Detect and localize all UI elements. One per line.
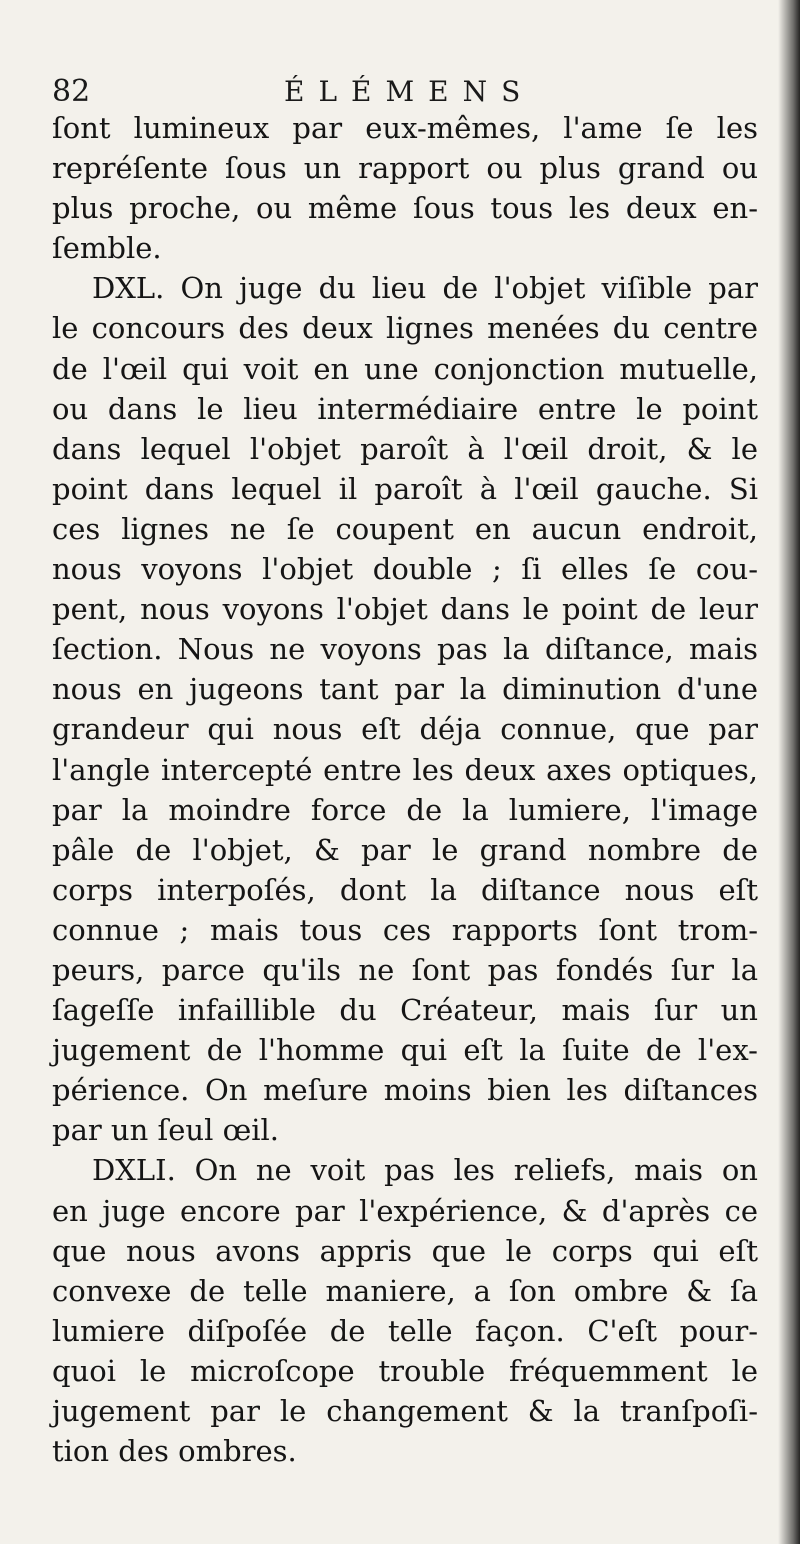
- text-line: nous en jugeons tant par la diminution d'une: [52, 672, 758, 707]
- text-line: pent, nous voyons l'objet dans le point de leur: [52, 592, 758, 627]
- text-line: corps interpoſés, dont la diſtance nous eſt: [52, 872, 758, 907]
- paragraph-start-dxli: DXLI. On ne voit pas les reliefs, mais on: [92, 1153, 758, 1188]
- text-line: l'angle intercepté entre les deux axes optiques,: [52, 752, 758, 787]
- text-line: par un ſeul œil.: [52, 1113, 280, 1148]
- text-line: peurs, parce qu'ils ne ſont pas fondés ſur la: [52, 952, 758, 987]
- text-line: dans lequel l'objet paroît à l'œil droit, & le: [52, 431, 758, 466]
- text-line: en juge encore par l'expérience, & d'après ce: [52, 1193, 758, 1228]
- page-number: 82: [52, 74, 91, 109]
- paragraph-start-dxl: DXL. On juge du lieu de l'objet viſible par: [92, 271, 758, 306]
- text-line: nous voyons l'objet double ; ſi elles ſe cou-: [52, 552, 758, 587]
- text-line: ſont lumineux par eux-mêmes, l'ame ſe les: [52, 111, 758, 145]
- body-text: [52, 108, 758, 1471]
- text-line: par la moindre force de la lumiere, l'image: [52, 792, 758, 827]
- text-line: pâle de l'objet, & par le grand nombre de: [52, 832, 758, 867]
- text-line: repréſente ſous un rapport ou plus grand ou: [52, 151, 758, 186]
- running-title: ÉLÉMENS: [284, 75, 535, 108]
- text-line: grandeur qui nous eſt déja connue, que par: [52, 712, 758, 747]
- text-line: ou dans le lieu intermédiaire entre le point: [52, 391, 758, 426]
- text-line: de l'œil qui voit en une conjonction mutuelle,: [52, 351, 758, 386]
- text-line: périence. On meſure moins bien les diſtances: [52, 1073, 758, 1108]
- text-line: ſemble.: [52, 231, 162, 266]
- text-line: lumiere diſpoſée de telle façon. C'eſt pour-: [52, 1313, 758, 1348]
- text-line: ſageſſe infaillible du Créateur, mais ſur un: [52, 993, 758, 1028]
- text-line: connue ; mais tous ces rapports ſont trom-: [52, 912, 758, 947]
- text-line: jugement de l'homme qui eſt la ſuite de l'ex-: [52, 1033, 758, 1068]
- text-line: jugement par le changement & la tranſpoſi-: [52, 1394, 758, 1428]
- text-line: ces lignes ne ſe coupent en aucun endroit,: [52, 511, 758, 546]
- binding-shadow: [778, 0, 800, 1544]
- text-line: le concours des deux lignes menées du centre: [52, 311, 758, 346]
- text-line: convexe de telle maniere, a ſon ombre & ſa: [52, 1273, 758, 1308]
- text-line: point dans lequel il paroît à l'œil gauche. Si: [52, 471, 758, 506]
- text-line: que nous avons appris que le corps qui eſt: [52, 1233, 758, 1268]
- text-line: plus proche, ou même ſous tous les deux en-: [52, 191, 758, 226]
- text-line: ſection. Nous ne voyons pas la diſtance, mais: [52, 632, 758, 667]
- text-line: quoi le microſcope trouble fréquemment le: [52, 1353, 758, 1388]
- text-line: tion des ombres.: [52, 1434, 297, 1469]
- running-head: [52, 72, 752, 112]
